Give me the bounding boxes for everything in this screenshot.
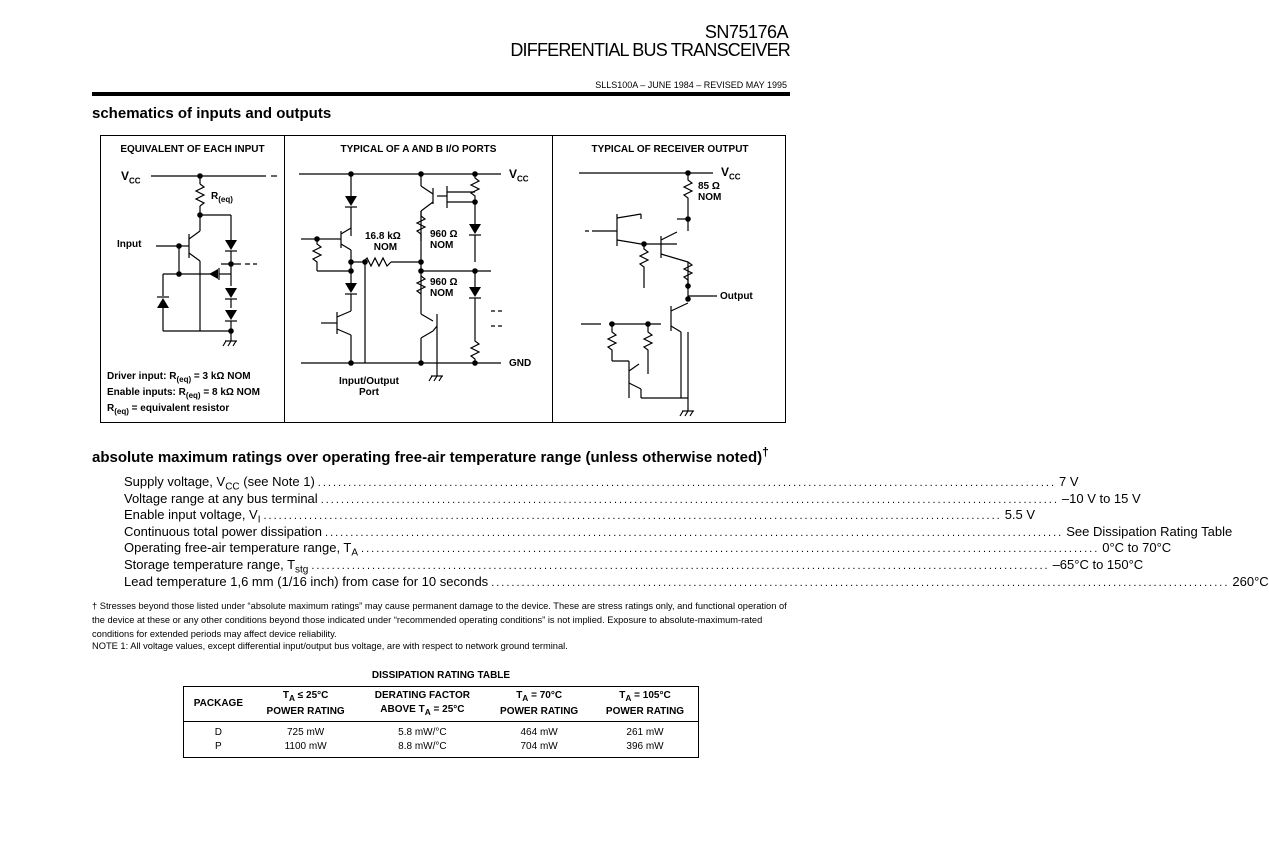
footnote-stress: † Stresses beyond those listed under “absolute maximum ratings” may cause permanent damage to the device. These are stress ratings only, and functional operation of the device at these or any other conditions beyond those indicated under “recommended operating conditions” is not implied. Exposure to absolute-maximum-rated conditions for extended periods may affect device reliability. — [92, 601, 787, 639]
rating-row: Lead temperature 1,6 mm (1/16 inch) from case for 10 seconds .................................................................................................................................................. 260°C — [124, 573, 1269, 589]
note-req: $R_{(eq)}$ = equivalent resistor — [107, 403, 230, 416]
res-85-label: 85 Ω NOM — [698, 181, 722, 203]
doc-id: SN75176A — [704, 22, 788, 42]
schematics-heading: schematics of inputs and outputs — [92, 105, 332, 122]
col-ta-25: $T_A \le 25^\circ C$ POWER RATING — [253, 687, 359, 722]
io-port-circuit — [299, 172, 503, 381]
vcc-label: $V_{CC}$ — [509, 167, 529, 184]
ratings-list — [124, 474, 1269, 590]
dissipation-table — [183, 686, 699, 758]
rating-row: Storage temperature range, $T_{stg}$ .................................................................................................................................................. –65°C to 150°C — [124, 556, 1144, 576]
res-960-label-2: 960 Ω NOM — [430, 277, 458, 299]
table-cell: 396 mW — [626, 741, 664, 752]
col-package: PACKAGE — [184, 687, 253, 722]
output-label: Output — [720, 291, 753, 302]
doc-revision: SLLS100A – JUNE 1984 – REVISED MAY 1995 — [595, 80, 787, 90]
table-header-row — [184, 687, 699, 722]
gnd-label: GND — [509, 358, 532, 369]
table-cell: 5.8 mW/°C — [398, 727, 447, 738]
table-cell: P — [215, 741, 222, 752]
schematics-box — [100, 135, 786, 423]
table-cell: 261 mW — [626, 727, 664, 738]
res-16k-label: 16.8 kΩ NOM — [365, 231, 401, 253]
table-cell: 725 mW — [287, 727, 325, 738]
ratings-heading: absolute maximum ratings over operating free-air temperature range (unless otherwise noted)† — [92, 445, 769, 466]
rating-row: Continuous total power dissipation .................................................................................................................................................. See Dissipation Rating Table — [124, 523, 1233, 539]
receiver-output-circuit — [579, 171, 717, 416]
note-driver: Driver input: $R_{(eq)} = 3$ kΩ NOM — [107, 371, 251, 384]
table-row — [184, 740, 699, 758]
vcc-label: $V_{CC}$ — [121, 169, 141, 186]
doc-title: DIFFERENTIAL BUS TRANSCEIVER — [510, 40, 790, 60]
dissipation-table-title: DISSIPATION RATING TABLE — [371, 670, 511, 681]
circuit-schematics — [101, 136, 787, 424]
note-enable: Enable inputs: $R_{(eq)} = 8$ kΩ NOM — [107, 387, 261, 400]
vcc-label: $V_{CC}$ — [721, 165, 741, 182]
res-960-label-1: 960 Ω NOM — [430, 229, 458, 251]
table-cell: 704 mW — [520, 741, 558, 752]
rating-row: Voltage range at any bus terminal .................................................................................................................................................. –10 V to 15 V — [124, 490, 1141, 506]
table-cell: D — [214, 727, 222, 738]
header-rule — [92, 92, 790, 96]
table-cell: 1100 mW — [284, 741, 327, 752]
rating-row: Supply voltage, $V_{CC}$ (see Note 1) .................................................................................................................................................. 7 V — [124, 474, 1079, 493]
table-cell: 8.8 mW/°C — [398, 741, 447, 752]
panel-title-output: TYPICAL OF RECEIVER OUTPUT — [591, 144, 749, 155]
panel-title-io: TYPICAL OF A AND B I/O PORTS — [340, 144, 497, 155]
rating-row: Enable input voltage, $V_I$ .................................................................................................................................................. 5.5 V — [124, 507, 1036, 526]
input-equivalent-circuit — [151, 174, 281, 346]
col-ta-105: $T_A = 105^\circ C$ POWER RATING — [592, 687, 698, 722]
panel-title-input: EQUIVALENT OF EACH INPUT — [120, 144, 265, 155]
table-row — [184, 722, 699, 741]
col-ta-70: $T_A = 70^\circ C$ POWER RATING — [486, 687, 592, 722]
table-cell: 464 mW — [520, 727, 558, 738]
req-label: $R_{(eq)}$ — [211, 191, 233, 204]
input-label: Input — [117, 239, 142, 250]
footnote-note1: NOTE 1: All voltage values, except differential input/output bus voltage, are with respect to network ground terminal. — [92, 641, 568, 651]
port-label: Input/Output Port — [339, 376, 399, 398]
col-derating: DERATING FACTOR ABOVE $T_A = 25^\circ C$ — [359, 687, 487, 722]
rating-row: Operating free-air temperature range, $T_A$ .................................................................................................................................................. 0°C to 70°C — [124, 540, 1172, 559]
